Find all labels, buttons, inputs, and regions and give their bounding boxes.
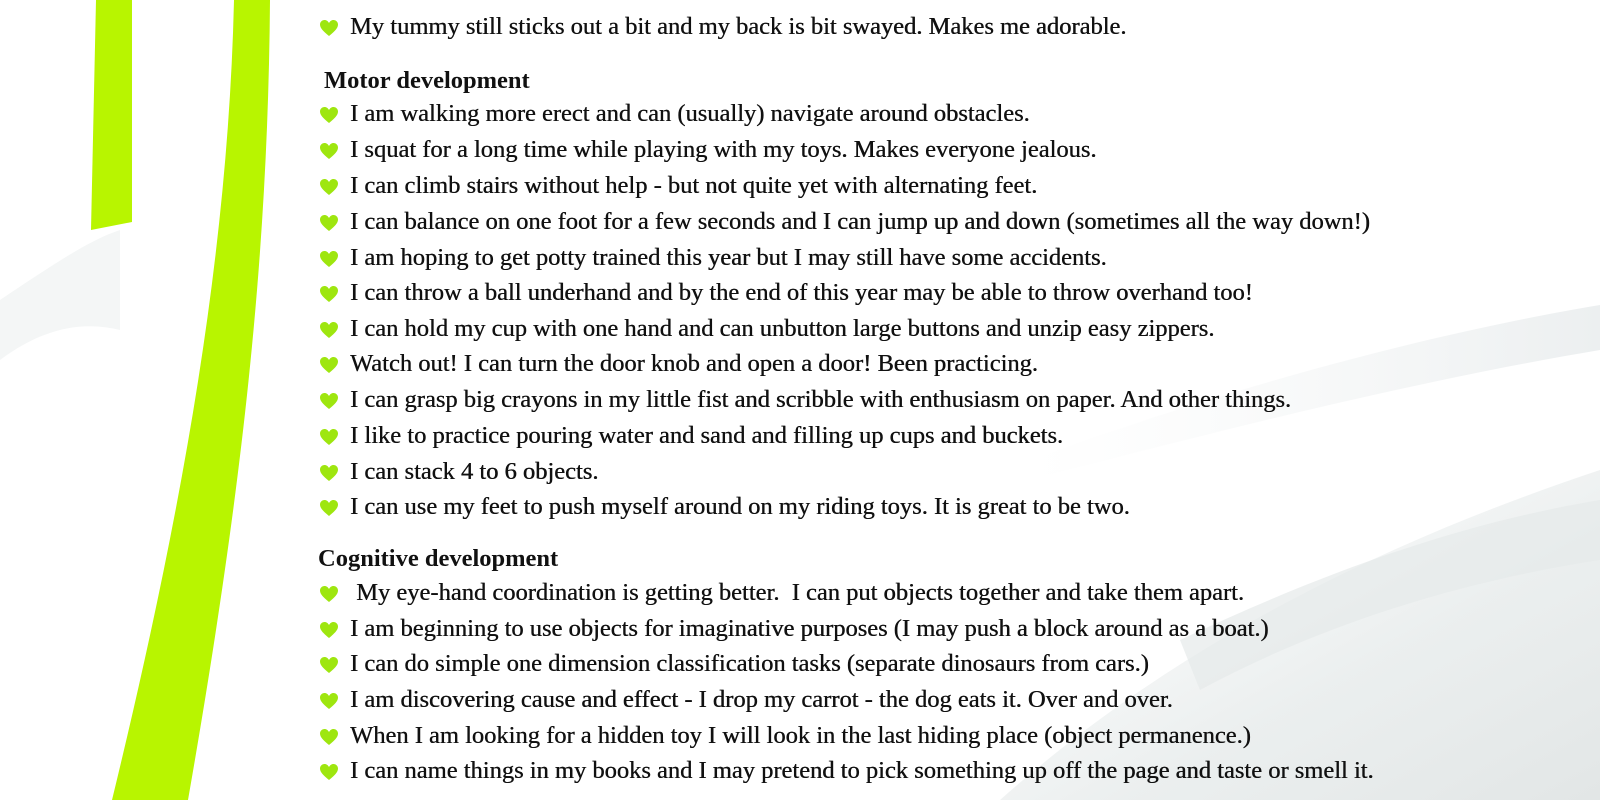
list-item-text: I am walking more erect and can (usually) navigate around obstacles.	[350, 100, 1030, 127]
list-item-text: My tummy still sticks out a bit and my back is bit swayed. Makes me adorable.	[350, 13, 1127, 40]
list-item-text: I can stack 4 to 6 objects.	[350, 458, 599, 485]
list-item-text: I can hold my cup with one hand and can unbutton large buttons and unzip easy zippers.	[350, 315, 1215, 342]
list-item-text: I can grasp big crayons in my little fist and scribble with enthusiasm on paper. And other things.	[350, 386, 1292, 413]
heart-icon	[319, 19, 339, 37]
motor-heading: Motor development	[324, 67, 530, 94]
heart-icon	[319, 178, 339, 196]
heart-icon	[319, 692, 339, 710]
cognitive-heading: Cognitive development	[318, 545, 559, 572]
list-item-text: I am hoping to get potty trained this year but I may still have some accidents.	[350, 244, 1107, 271]
heart-icon	[319, 285, 339, 303]
list-item-text: I can balance on one foot for a few seconds and I can jump up and down (sometimes all the way down!)	[350, 208, 1370, 235]
heart-icon	[319, 464, 339, 482]
grey-swoosh-left	[0, 230, 120, 360]
heart-icon	[319, 728, 339, 746]
heart-icon	[319, 428, 339, 446]
heart-icon	[319, 656, 339, 674]
heart-icon	[319, 499, 339, 517]
heart-icon	[319, 321, 339, 339]
heart-icon	[319, 214, 339, 232]
list-item-text: My eye-hand coordination is getting better. I can put objects together and take them apart.	[350, 579, 1244, 606]
heart-icon	[319, 106, 339, 124]
list-item-text: I can throw a ball underhand and by the end of this year may be able to throw overhand too!	[350, 279, 1253, 306]
green-ribbon-right	[112, 0, 270, 800]
heart-icon	[319, 392, 339, 410]
list-item-text: I am discovering cause and effect - I drop my carrot - the dog eats it. Over and over.	[350, 686, 1173, 713]
heart-icon	[319, 356, 339, 374]
list-item-text: When I am looking for a hidden toy I will look in the last hiding place (object permanence.)	[350, 722, 1251, 749]
list-item-text: I can do simple one dimension classification tasks (separate dinosaurs from cars.)	[350, 650, 1149, 677]
heart-icon	[319, 621, 339, 639]
list-item-text: I can climb stairs without help - but not quite yet with alternating feet.	[350, 172, 1038, 199]
heart-icon	[319, 585, 339, 603]
heart-icon	[319, 250, 339, 268]
heart-icon	[319, 763, 339, 781]
list-item-text: I squat for a long time while playing with my toys. Makes everyone jealous.	[350, 136, 1097, 163]
list-item-text: I like to practice pouring water and sand and filling up cups and buckets.	[350, 422, 1064, 449]
list-item-text: I am beginning to use objects for imaginative purposes (I may push a block around as a boat.)	[350, 615, 1269, 642]
heart-icon	[319, 142, 339, 160]
list-item-text: I can name things in my books and I may pretend to pick something up off the page and taste or smell it.	[350, 757, 1374, 784]
list-item-text: I can use my feet to push myself around on my riding toys. It is great to be two.	[350, 493, 1130, 520]
green-ribbon-left	[91, 0, 132, 230]
list-item-text: Watch out! I can turn the door knob and open a door! Been practicing.	[350, 350, 1038, 377]
